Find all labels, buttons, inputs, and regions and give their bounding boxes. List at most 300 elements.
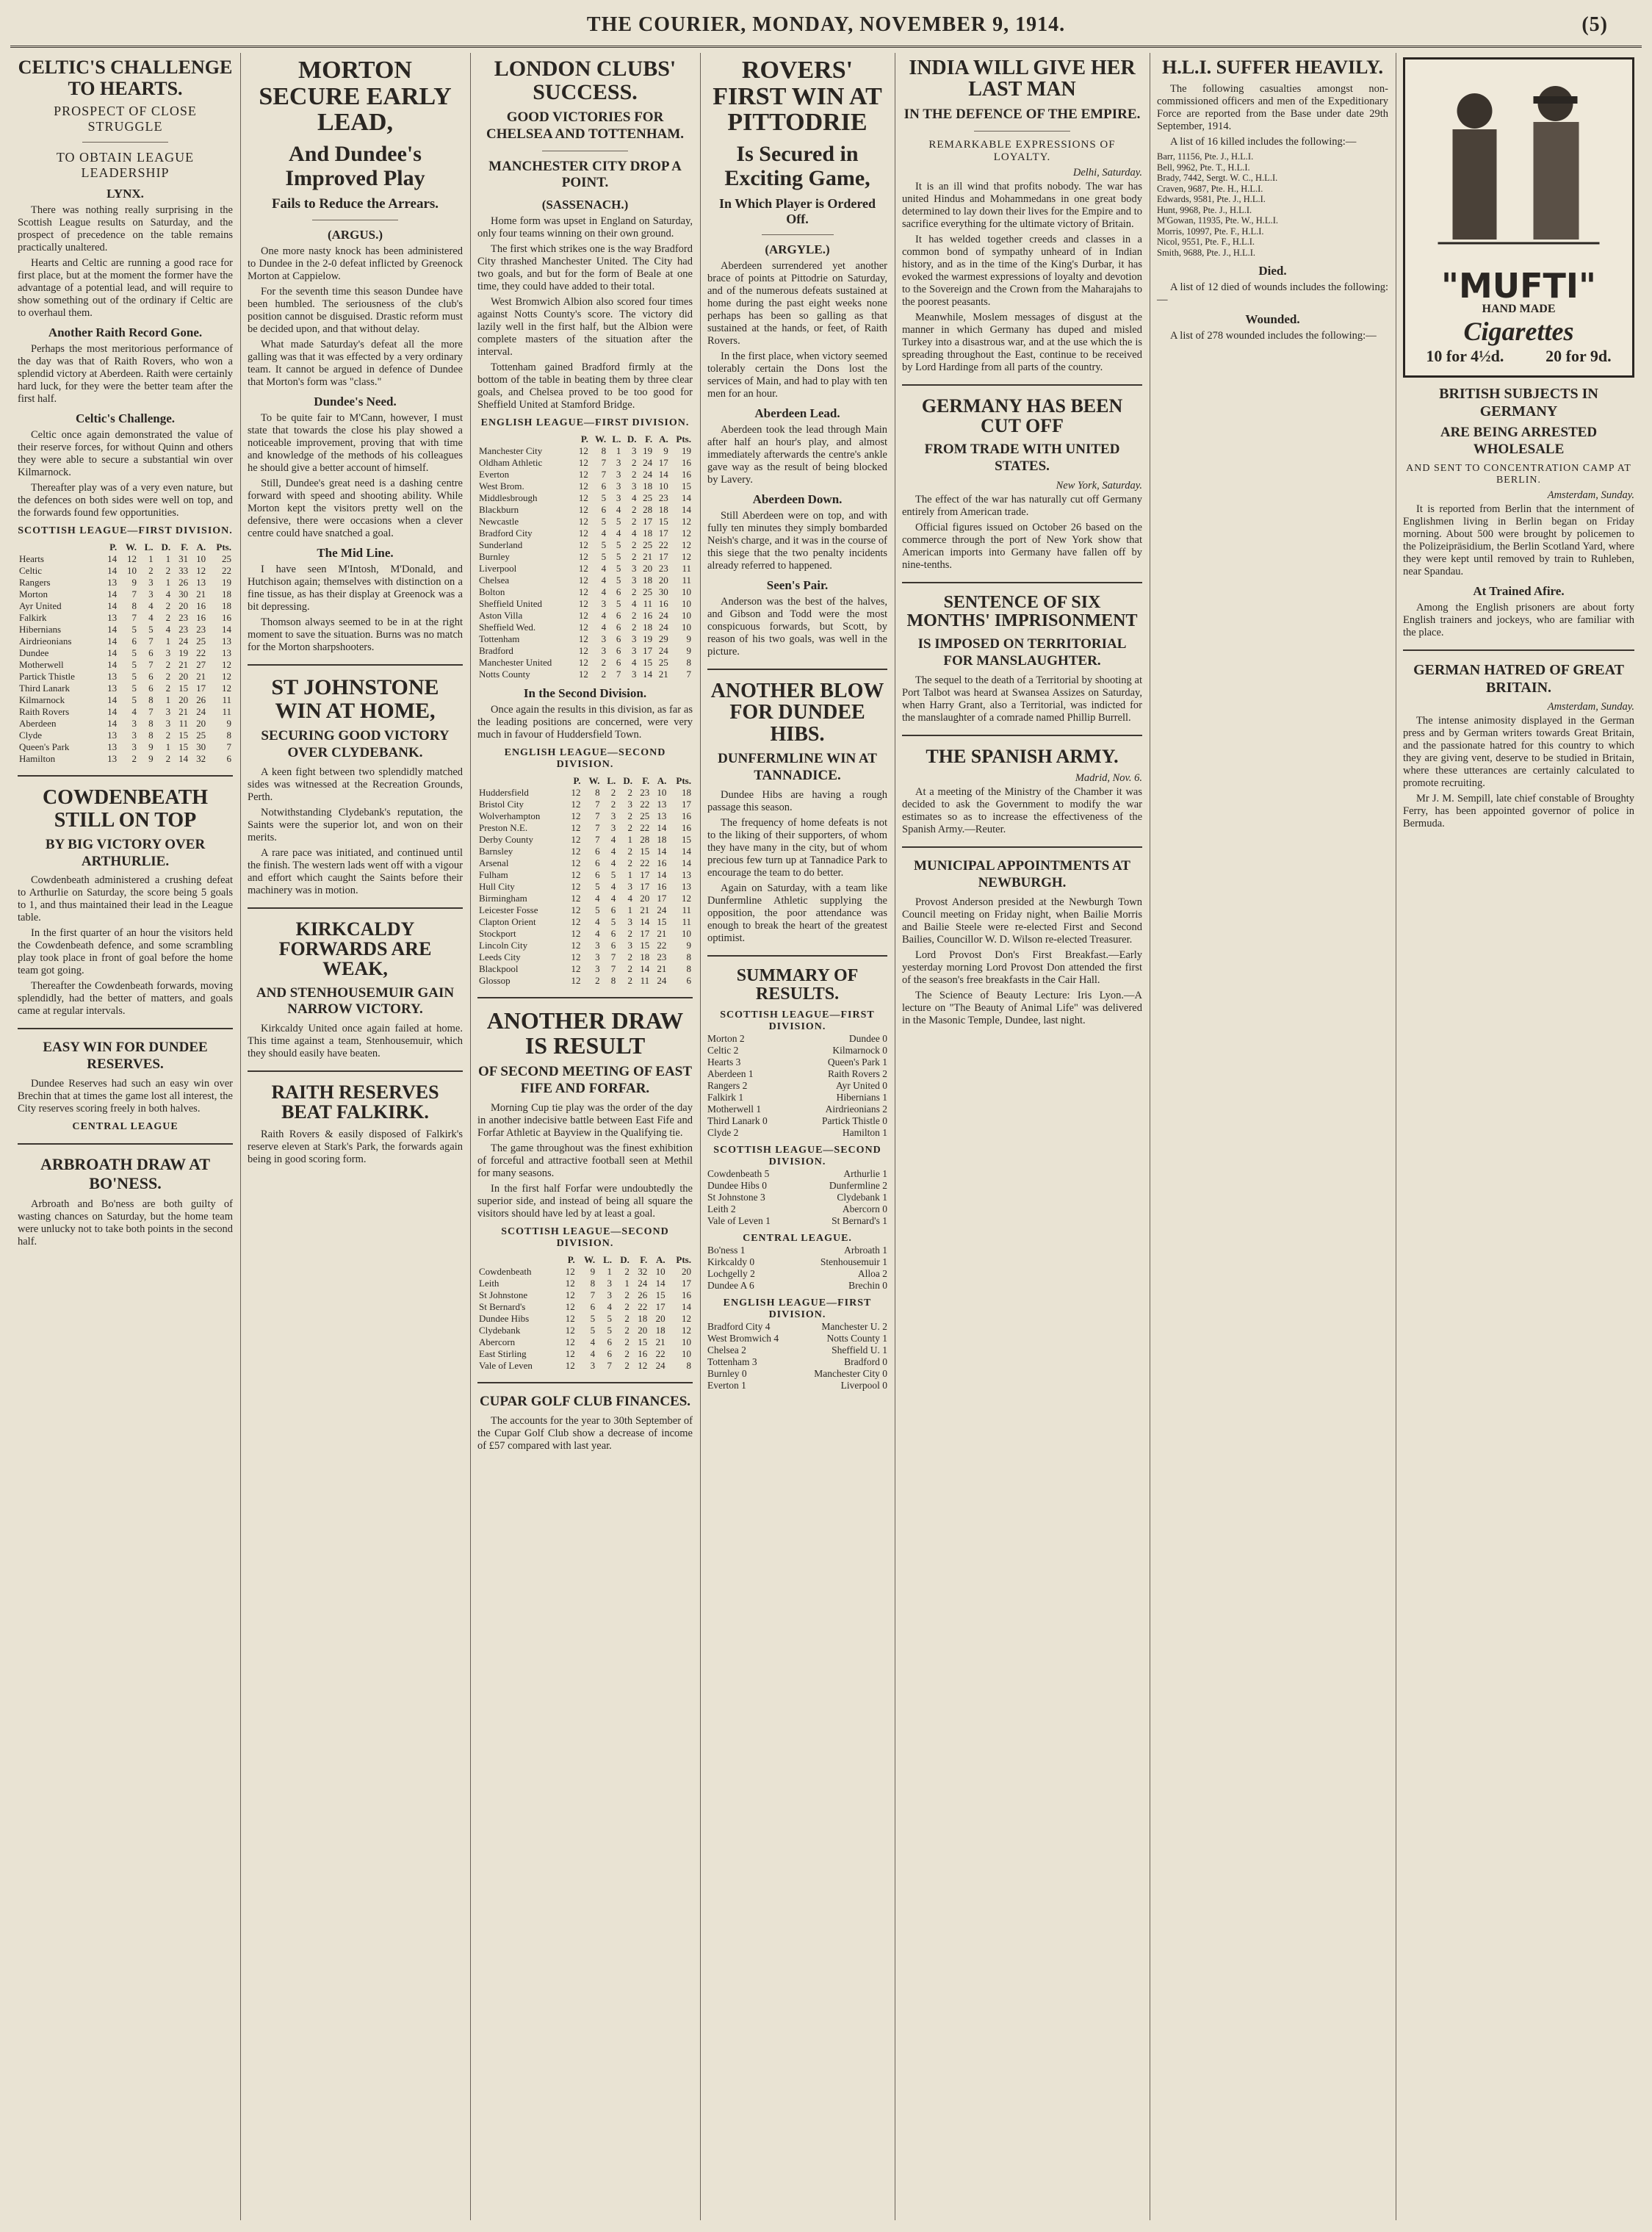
table-cell: 21 <box>655 1336 666 1347</box>
table-header-row <box>477 775 693 787</box>
table-cell: Glossop <box>479 975 511 987</box>
table-header-cell <box>18 541 101 553</box>
table-cell: West Brom. <box>479 480 524 492</box>
table-cell: 17 <box>658 551 668 563</box>
table-cell: 7 <box>148 659 154 671</box>
table-cell: 20 <box>640 893 650 904</box>
table-row <box>477 1348 693 1360</box>
result-row <box>707 1321 887 1333</box>
table-cell: 5 <box>610 916 616 928</box>
table-cell: Leeds City <box>479 951 521 963</box>
table-cell: 6 <box>616 645 621 657</box>
table-cell: 19 <box>643 633 653 645</box>
table-cell: 4 <box>601 528 607 539</box>
table-cell: 14 <box>107 706 118 718</box>
table-cell: 20 <box>196 718 206 730</box>
table-row <box>477 857 693 869</box>
column-6 <box>1150 53 1396 2220</box>
table-cell: 12 <box>682 528 691 539</box>
table-cell: 8 <box>595 787 600 799</box>
deck: Is Secured in Exciting Game, <box>724 142 870 191</box>
table-cell: 10 <box>682 1336 691 1347</box>
table-row <box>18 588 233 600</box>
table-cell: 17 <box>643 516 653 528</box>
section-heading: Another Raith Record Gone. <box>48 325 203 340</box>
table-row <box>477 504 693 516</box>
table-cell: 2 <box>165 612 171 624</box>
table-cell: Blackburn <box>479 504 519 516</box>
table-cell: 12 <box>571 822 581 834</box>
table-cell: 8 <box>610 975 616 987</box>
away-team-score: Raith Rovers 2 <box>828 1068 887 1080</box>
table-cell: 23 <box>178 624 189 636</box>
table-cell: 24 <box>655 1359 666 1371</box>
headline: BRITISH SUBJECTS IN GERMANY <box>1439 386 1598 420</box>
table-header-row <box>18 541 233 553</box>
table-cell: 14 <box>682 1300 691 1312</box>
table-cell: 4 <box>631 528 637 539</box>
table-cell: 4 <box>601 575 607 586</box>
away-team-score: Kilmarnock 0 <box>832 1045 887 1056</box>
subheadline: TO OBTAIN LEAGUE LEADERSHIP <box>56 150 195 181</box>
subheadline: In Which Player is Ordered Off. <box>718 196 876 227</box>
table-cell: 8 <box>131 600 137 612</box>
paragraph: Among the English prisoners are about forty English trainers and jockeys, who are familiar with the place. <box>1403 601 1634 638</box>
table-cell: 2 <box>627 951 632 963</box>
table-title: CENTRAL LEAGUE <box>72 1120 178 1132</box>
table-cell: Hibernians <box>19 624 62 636</box>
result-row <box>707 1256 887 1268</box>
table-row <box>18 577 233 588</box>
table-row <box>477 1266 693 1278</box>
paragraph: Dundee Hibs are having a rough passage this season. <box>707 788 887 813</box>
table-cell: 6 <box>610 904 616 916</box>
table-cell: 3 <box>165 647 171 659</box>
table-cell: 14 <box>682 492 691 504</box>
table-cell: 4 <box>610 857 616 869</box>
table-cell: 21 <box>178 706 189 718</box>
table-cell: 12 <box>571 834 581 846</box>
table-cell: 3 <box>616 480 621 492</box>
table-row <box>18 683 233 694</box>
table-cell: 2 <box>165 671 171 683</box>
table-cell: Abercorn <box>479 1336 516 1347</box>
column-2 <box>240 53 470 2220</box>
subheadline: SECURING GOOD VICTORY OVER CLYDEBANK. <box>261 728 450 760</box>
table-cell: 12 <box>565 1336 575 1347</box>
table-cell: 7 <box>595 822 600 834</box>
column-5 <box>895 53 1150 2220</box>
table-cell: 18 <box>643 528 653 539</box>
table-cell: 1 <box>165 553 171 565</box>
table-cell: 13 <box>682 881 691 893</box>
table-cell: 20 <box>638 1324 648 1336</box>
table-cell: 21 <box>196 671 206 683</box>
result-row <box>707 1115 887 1127</box>
table-header-cell: P. <box>573 775 581 787</box>
result-row <box>707 1192 887 1203</box>
list-item: Craven, 9687, Pte. H., H.L.I. <box>1157 183 1263 194</box>
table-cell: 3 <box>607 1289 612 1300</box>
table-row <box>477 457 693 469</box>
table-cell: 4 <box>165 588 171 600</box>
table-cell: 12 <box>578 492 588 504</box>
table-cell: 25 <box>658 657 668 669</box>
paragraph: Celtic once again demonstrated the value of their reserve forces, for without Quinn and others they were able to secure a substantial win over Kilmarnock. <box>18 429 233 479</box>
table-cell: 4 <box>631 598 637 610</box>
table-cell: 12 <box>638 1359 648 1371</box>
table-cell: 12 <box>565 1265 575 1277</box>
table-cell: 14 <box>107 588 118 600</box>
table-cell: 3 <box>148 577 154 588</box>
paragraph: Aberdeen took the lead through Main after half an hour's play, and almost immediately afterwards the centre's ankle gave way as the result of being blocked by Lavery. <box>707 424 887 486</box>
table-cell: 5 <box>595 881 600 893</box>
paragraph: A keen fight between two splendidly matched sides was witnessed at the Recreation Grounds, Perth. <box>248 766 463 803</box>
table-cell: Bradford City <box>479 528 533 539</box>
table-cell: 12 <box>682 516 691 528</box>
results-list <box>707 1033 887 1139</box>
table-cell: 12 <box>571 893 581 904</box>
table-cell: 25 <box>640 810 650 822</box>
table-cell: 12 <box>578 504 588 516</box>
table-cell: 12 <box>571 951 581 963</box>
table-row <box>477 492 693 504</box>
table-cell: 12 <box>565 1277 575 1289</box>
table-cell: 12 <box>571 916 581 928</box>
table-header-cell: W. <box>595 433 607 445</box>
page-number: (5) <box>1581 13 1608 36</box>
table-cell: 5 <box>590 1312 596 1324</box>
table-header-cell: D. <box>161 541 171 553</box>
table-cell: 13 <box>107 671 118 683</box>
table-cell: 12 <box>578 622 588 633</box>
table-cell: 3 <box>590 1359 596 1371</box>
table-title: ENGLISH LEAGUE—FIRST DIVISION. <box>480 417 690 429</box>
table-cell: 14 <box>107 718 118 730</box>
table-cell: 16 <box>682 457 691 469</box>
table-cell: 10 <box>682 610 691 622</box>
table-cell: 19 <box>178 647 189 659</box>
table-cell: 4 <box>610 893 616 904</box>
paragraph: Perhaps the most meritorious performance of the day was that of Raith Rovers, who won a splendid victory at Aberdeen. Raith were certainly hard luck, for they were the better team after the first half. <box>18 343 233 406</box>
table-header-cell: A. <box>196 541 206 553</box>
table-cell: 4 <box>627 893 632 904</box>
table-header-cell <box>477 433 574 445</box>
away-team-score: Hamilton 1 <box>842 1127 887 1139</box>
table-cell: 12 <box>578 645 588 657</box>
results-subtitle: SCOTTISH LEAGUE—SECOND DIVISION. <box>713 1145 881 1168</box>
table-row <box>477 1289 693 1301</box>
table-cell: 3 <box>631 445 637 457</box>
paragraph: Lord Provost Don's First Breakfast.—Early yesterday morning Lord Provost Don attended the first of the season's free breakfasts in the Cair Hall. <box>902 948 1142 986</box>
table-cell: 5 <box>131 647 137 659</box>
paragraph: Hearts and Celtic are running a good race for first place, but at the moment the former have the advantage of a potential lead, and will require to show something out of the ordinary if Celtic are to overhaul them. <box>18 257 233 320</box>
subheadline: DUNFERMLINE WIN AT TANNADICE. <box>718 751 877 784</box>
table-cell: 9 <box>131 577 137 588</box>
table-cell: 4 <box>601 563 607 575</box>
table-cell: Queen's Park <box>19 741 70 753</box>
table-cell: 8 <box>686 951 691 963</box>
table-cell: 2 <box>165 730 171 741</box>
result-row <box>707 1380 887 1392</box>
table-cell: 12 <box>571 799 581 810</box>
table-row <box>477 975 693 987</box>
table-cell: 20 <box>682 1265 691 1277</box>
table-cell: 4 <box>631 657 637 669</box>
table-cell: 12 <box>571 881 581 893</box>
table-cell: 6 <box>226 753 231 765</box>
paragraph: Official figures issued on October 26 based on the commerce through the port of New York show that American imports into Germany have fallen off by nine-tenths. <box>902 521 1142 571</box>
table-cell: 3 <box>131 730 137 741</box>
table-header-cell: W. <box>588 775 600 787</box>
table-cell: 13 <box>107 753 118 765</box>
paragraph: A rare pace was initiated, and continued until the finish. The western lads went off with a vigour and effort which caught the Saints before their machinery was in motion. <box>248 846 463 896</box>
table-cell: 28 <box>643 504 653 516</box>
paragraph: One more nasty knock has been administered to Dundee in the 2-0 defeat inflicted by Greenock Morton at Cappielow. <box>248 245 463 283</box>
table-cell: 8 <box>601 445 607 457</box>
headline: GERMAN HATRED OF GREAT BRITAIN. <box>1413 661 1624 696</box>
table-cell: 15 <box>643 657 653 669</box>
home-team-score: Bradford City 4 <box>707 1321 771 1333</box>
table-cell: Airdrieonians <box>19 636 72 647</box>
table-cell: 15 <box>178 683 189 694</box>
table-cell: 15 <box>682 834 691 846</box>
away-team-score: Manchester U. 2 <box>821 1321 887 1333</box>
table-cell: 3 <box>631 633 637 645</box>
table-cell: St Johnstone <box>479 1289 528 1300</box>
table-cell: 9 <box>686 940 691 951</box>
headline: ROVERS' FIRST WIN AT PITTODRIE <box>713 57 882 137</box>
table-cell: 21 <box>196 588 206 600</box>
table-cell: 3 <box>148 588 154 600</box>
table-cell: 4 <box>601 610 607 622</box>
table-cell: Aberdeen <box>19 718 57 730</box>
table-cell: 12 <box>571 787 581 799</box>
table-row <box>477 1301 693 1313</box>
result-row <box>707 1268 887 1280</box>
table-cell: 2 <box>624 1347 630 1359</box>
table-cell: 20 <box>178 671 189 683</box>
result-row <box>707 1215 887 1227</box>
table-header-cell: P. <box>109 541 118 553</box>
table-cell: Everton <box>479 469 510 480</box>
table-cell: 17 <box>640 881 650 893</box>
paragraph: A list of 278 wounded includes the following:— <box>1170 330 1377 342</box>
paragraph: The Science of Beauty Lecture: Iris Lyon.—A lecture on "The Beauty of Animal Life" was delivered in the Masonic Temple, Dundee, last night. <box>902 989 1142 1026</box>
table-cell: 21 <box>640 904 650 916</box>
table-cell: 22 <box>196 647 206 659</box>
result-row <box>707 1180 887 1192</box>
table-row <box>477 657 693 669</box>
table-cell: 14 <box>657 846 667 857</box>
table-cell: 3 <box>610 822 616 834</box>
table-cell: 16 <box>643 610 653 622</box>
table-header-cell: F. <box>181 541 189 553</box>
table-cell: 14 <box>640 916 650 928</box>
table-cell: 22 <box>640 857 650 869</box>
table-cell: 7 <box>595 799 600 810</box>
table-cell: 1 <box>627 834 632 846</box>
paragraph: Still Aberdeen were on top, and with fully ten minutes they simply bombarded Neish's charge, and it was in the course of this siege that the two penalty incidents already referred to happened. <box>707 510 887 572</box>
table-cell: Liverpool <box>479 563 517 575</box>
table-cell: 2 <box>624 1359 630 1371</box>
table-cell: 24 <box>658 610 668 622</box>
table-cell: 1 <box>165 577 171 588</box>
table-row <box>477 528 693 539</box>
table-cell: 4 <box>595 916 600 928</box>
results-title: SUMMARY OF RESULTS. <box>736 965 859 1004</box>
table-cell: 25 <box>643 492 653 504</box>
headline: THE SPANISH ARMY. <box>926 745 1119 767</box>
table-cell: 12 <box>578 469 588 480</box>
table-row <box>477 904 693 916</box>
table-cell: 12 <box>682 893 691 904</box>
paragraph: Morning Cup tie play was the order of the day in another indecisive battle between East Fife and Forfar Athletic at Bayview in the Qualifying tie. <box>477 1101 693 1139</box>
headline: CELTIC'S CHALLENGE TO HEARTS. <box>18 57 233 99</box>
table-cell: 12 <box>578 586 588 598</box>
headline: ANOTHER DRAW IS RESULT <box>486 1007 684 1059</box>
headline: ANOTHER BLOW FOR DUNDEE HIBS. <box>710 680 884 746</box>
table-cell: 3 <box>631 563 637 575</box>
table-cell: Leith <box>479 1277 499 1289</box>
table-cell: 16 <box>638 1347 648 1359</box>
away-team-score: Notts County 1 <box>826 1333 887 1344</box>
home-team-score: Clyde 2 <box>707 1127 739 1139</box>
table-cell: 14 <box>682 857 691 869</box>
table-cell: 4 <box>595 928 600 940</box>
table-cell: 18 <box>638 1312 648 1324</box>
table-cell: 10 <box>682 586 691 598</box>
table-cell: 2 <box>631 622 637 633</box>
home-team-score: Everton 1 <box>707 1380 746 1392</box>
table-row <box>477 810 693 822</box>
table-cell: 6 <box>616 657 621 669</box>
table-cell: Preston N.E. <box>479 822 528 834</box>
table-cell: 26 <box>196 694 206 706</box>
table-cell: 9 <box>663 445 668 457</box>
table-cell: 2 <box>165 683 171 694</box>
table-cell: 3 <box>616 469 621 480</box>
paragraph: Again on Saturday, with a team like Dunfermline Athletic supplying the opposition, the poor attendance was enough to break the heart of the greatest optimist. <box>707 882 887 944</box>
table-cell: 2 <box>627 787 632 799</box>
table-cell: 14 <box>657 822 667 834</box>
table-cell: 13 <box>657 799 667 810</box>
result-row <box>707 1344 887 1356</box>
table-cell: 2 <box>631 504 637 516</box>
table-cell: 7 <box>148 636 154 647</box>
table-cell: 19 <box>643 445 653 457</box>
table-cell: 16 <box>682 469 691 480</box>
table-cell: 23 <box>196 624 206 636</box>
table-row <box>477 963 693 975</box>
table-row <box>477 916 693 928</box>
section-heading: In the Second Division. <box>523 686 647 701</box>
away-team-score: Airdrieonians 2 <box>825 1104 887 1115</box>
table-cell: 2 <box>624 1300 630 1312</box>
table-cell: 5 <box>616 598 621 610</box>
paragraph: The effect of the war has naturally cut off Germany entirely from American trade. <box>902 493 1142 518</box>
paragraph: Cowdenbeath administered a crushing defeat to Arthurlie on Saturday, the score being 5 goals to 1, and thus maintained their lead in the League table. <box>18 874 233 924</box>
table-row <box>18 671 233 683</box>
paragraph: In the first place, when victory seemed tolerably certain the Dons lost the services of Main, and had to play with ten men for an hour. <box>707 350 887 400</box>
table-cell: 8 <box>148 718 154 730</box>
headline: KIRKCALDY FORWARDS ARE WEAK, <box>278 918 432 980</box>
table-cell: 12 <box>565 1347 575 1359</box>
table-row <box>477 1325 693 1336</box>
table-cell: 2 <box>610 787 616 799</box>
table-cell: 3 <box>601 633 607 645</box>
table-row <box>477 951 693 963</box>
paragraph: In the first quarter of an hour the visitors held the Cowdenbeath defence, and some scrambling play took place in front of goal before the home team got going. <box>18 927 233 977</box>
table-cell: 3 <box>627 940 632 951</box>
table-cell: 7 <box>226 741 231 753</box>
table-cell: 22 <box>640 799 650 810</box>
table-cell: 15 <box>682 480 691 492</box>
table-row <box>18 565 233 577</box>
table-cell: 20 <box>178 694 189 706</box>
paragraph: Mr J. M. Sempill, late chief constable of Broughty Ferry, has been appointed governor of police in Bermuda. <box>1403 792 1634 829</box>
table-cell: 14 <box>643 669 653 680</box>
table-cell: 7 <box>610 951 616 963</box>
table-cell: 25 <box>222 553 231 565</box>
table-row <box>477 928 693 940</box>
paragraph: At a meeting of the Ministry of the Chamber it was decided to ask the Government to modify the war estimates so as to increase the effectiveness of the Spanish Army.—Reuter. <box>902 786 1142 836</box>
table-cell: 15 <box>640 940 650 951</box>
table-cell: 3 <box>601 645 607 657</box>
table-cell: 22 <box>655 1347 666 1359</box>
table-cell: 12 <box>222 659 231 671</box>
table-header-cell: P. <box>567 1253 575 1265</box>
table-cell: 18 <box>643 480 653 492</box>
table-row <box>18 553 233 565</box>
table-row <box>18 730 233 741</box>
table-cell: 12 <box>578 633 588 645</box>
paragraph: Aberdeen surrendered yet another brace of points at Pittodrie on Saturday, and of the numerous defeats sustained at home during the past eight weeks none perhaps has been so galling as that sustained at the hands, or feet, of Raith Rovers. <box>707 260 887 348</box>
table-cell: 20 <box>655 1312 666 1324</box>
table-cell: Falkirk <box>19 612 47 624</box>
table-header-row <box>477 1254 693 1266</box>
table-row <box>477 563 693 575</box>
deck: And Dundee's Improved Play <box>285 142 425 191</box>
table-cell: 10 <box>682 1347 691 1359</box>
table-cell: 4 <box>607 1300 612 1312</box>
table-row <box>477 1313 693 1325</box>
table-cell: Clydebank <box>479 1324 521 1336</box>
result-row <box>707 1045 887 1056</box>
table-cell: 21 <box>657 928 667 940</box>
subheadline: IN THE DEFENCE OF THE EMPIRE. <box>903 106 1141 122</box>
table-cell: 14 <box>640 963 650 975</box>
table-cell: Notts County <box>479 669 530 680</box>
table-cell: 8 <box>686 963 691 975</box>
table-cell: Stockport <box>479 928 516 940</box>
table-cell: 12 <box>578 551 588 563</box>
table-cell: 14 <box>107 624 118 636</box>
table-cell: 2 <box>601 669 607 680</box>
paragraph: A list of 16 killed includes the following:— <box>1170 136 1357 148</box>
ad-tagline: HAND MADE <box>1482 303 1556 315</box>
ad-price: 10 for 4½d. <box>1426 347 1504 365</box>
table-cell: 24 <box>178 636 189 647</box>
table-cell: 13 <box>107 683 118 694</box>
table-row <box>477 940 693 951</box>
table-header-cell: Pts. <box>676 433 691 445</box>
table-cell: 1 <box>148 553 154 565</box>
table-cell: 30 <box>658 586 668 598</box>
table-cell: 5 <box>601 551 607 563</box>
home-team-score: Tottenham 3 <box>707 1356 757 1368</box>
table-cell: 10 <box>127 565 137 577</box>
